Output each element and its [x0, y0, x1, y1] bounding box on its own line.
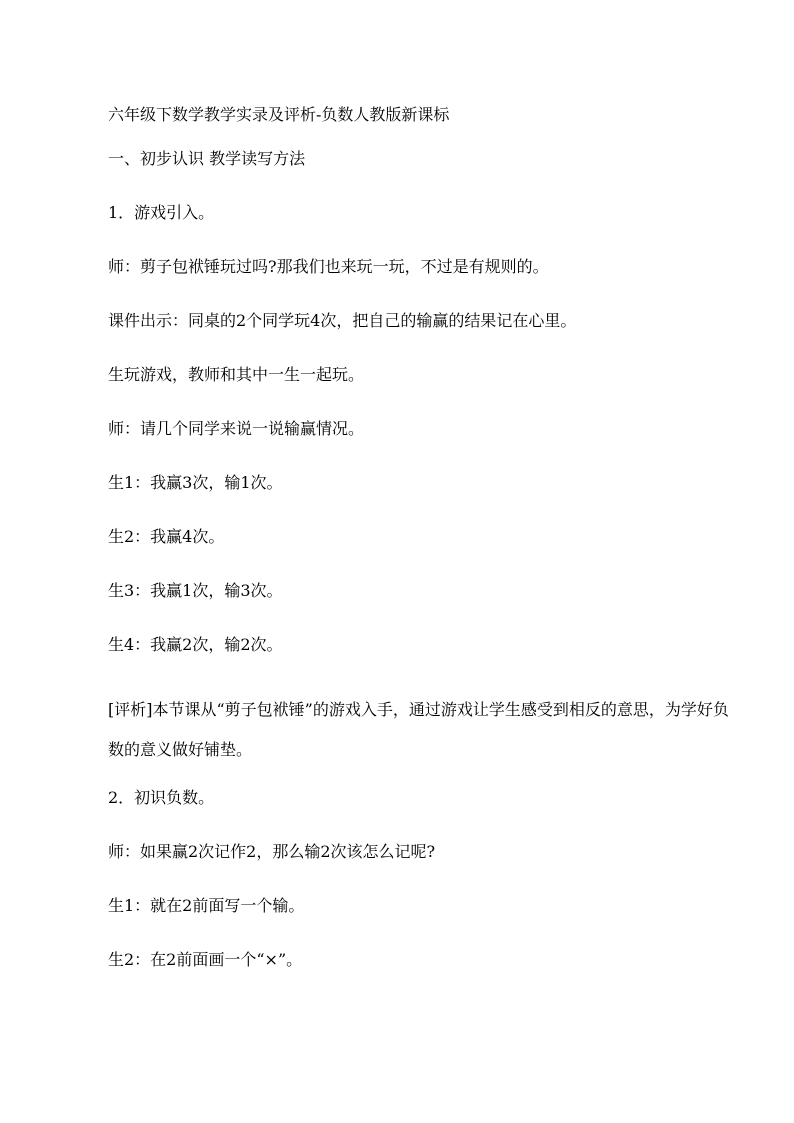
text-line: 生玩游戏，教师和其中一生一起玩。	[108, 365, 365, 384]
text-line: 生3：我赢1次，输3次。	[108, 581, 283, 600]
text-line: 师：请几个同学来说一说输赢情况。	[108, 419, 365, 438]
subsection-heading: 2．初识负数。	[108, 788, 215, 807]
text-line: 生2：我赢4次。	[108, 527, 225, 546]
subsection-heading: 1．游戏引入。	[108, 203, 215, 222]
comment-paragraph: [评析]本节课从“剪子包袱锤”的游戏入手，通过游戏让学生感受到相反的意思，为学好负数的意义做好铺垫。	[108, 700, 729, 759]
text-line: 生1：就在2前面写一个输。	[108, 896, 305, 915]
text-line: 生2：在2前面画一个“×”。	[108, 950, 303, 969]
text-line: 课件出示：同桌的2个同学玩4次，把自己的输赢的结果记在心里。	[108, 311, 577, 330]
text-line: 师：剪子包袱锤玩过吗?那我们也来玩一玩，不过是有规则的。	[108, 257, 549, 276]
text-line: 生1：我赢3次，输1次。	[108, 473, 283, 492]
text-line: 生4：我赢2次，输2次。	[108, 635, 283, 654]
section-heading: 一、初步认识 教学读写方法	[108, 149, 306, 168]
text-line: 师：如果赢2次记作2，那么输2次该怎么记呢?	[108, 842, 436, 861]
document-title: 六年级下数学教学实录及评析-负数人教版新课标	[108, 105, 450, 124]
